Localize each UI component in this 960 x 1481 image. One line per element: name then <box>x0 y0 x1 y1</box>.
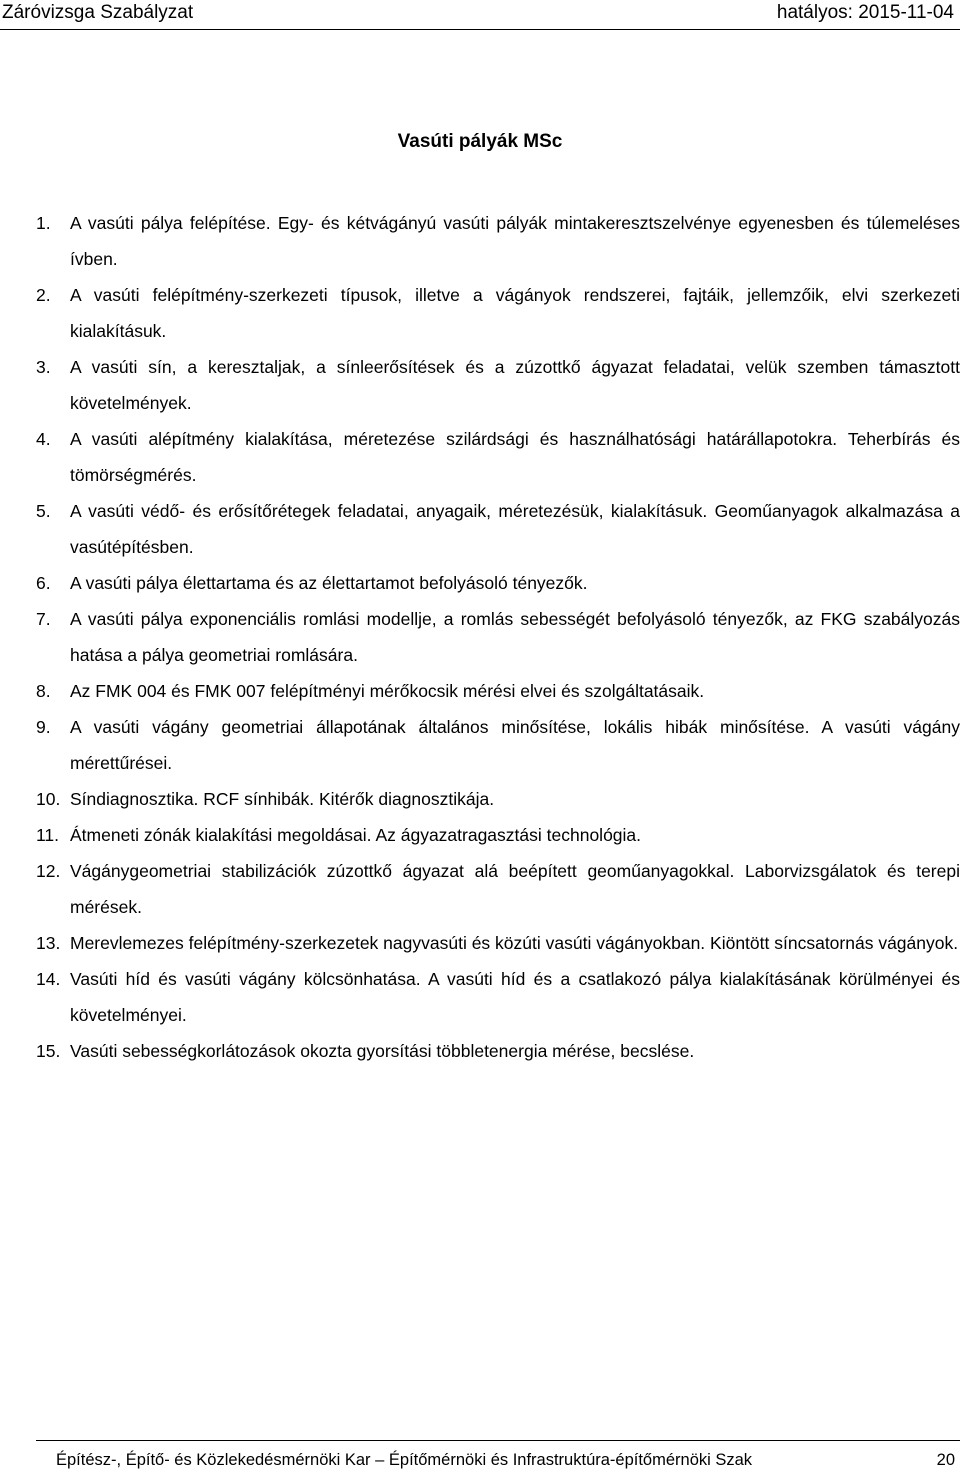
list-item <box>36 925 960 961</box>
item-text: A vasúti sín, a keresztaljak, a sínleerősítések és a zúzottkő ágyazat feladatai, velük szemben támasztott követelmények. <box>70 357 960 413</box>
item-number: 14. <box>36 969 61 989</box>
list-item <box>36 1033 960 1069</box>
list-item <box>36 709 960 781</box>
item-text: Vasúti sebességkorlátozások okozta gyorsítási többletenergia mérése, becslése. <box>70 1041 695 1061</box>
header-divider <box>0 29 960 30</box>
list-item <box>36 673 960 709</box>
list-item <box>36 565 960 601</box>
item-number: 8. <box>36 681 51 701</box>
item-text: Merevlemezes felépítmény-szerkezetek nagyvasúti és közúti vasúti vágányokban. Kiöntött síncsatornás vágányok. <box>70 933 959 953</box>
item-number: 10. <box>36 789 61 809</box>
footer-divider <box>36 1440 960 1441</box>
item-number: 9. <box>36 717 51 737</box>
header-effective-date: hatályos: 2015-11-04 <box>776 2 954 23</box>
item-number: 3. <box>36 357 51 377</box>
item-text: Vasúti híd és vasúti vágány kölcsönhatása. A vasúti híd és a csatlakozó pálya kialakításának körülményei és követelményei. <box>70 969 960 1025</box>
page-number: 20 <box>936 1451 955 1469</box>
list-item <box>36 205 960 277</box>
item-text: A vasúti felépítmény-szerkezeti típusok, illetve a vágányok rendszerei, fajtáik, jellemzőik, elvi szerkezeti kialakításuk. <box>70 285 960 341</box>
list-item <box>36 421 960 493</box>
item-text: A vasúti védő- és erősítőrétegek feladatai, anyagaik, méretezésük, kialakításuk. Geoműanyagok alkalmazása a vasútépítésben. <box>70 501 960 557</box>
item-text: A vasúti alépítmény kialakítása, méretezése szilárdsági és használhatósági határállapotokra. Teherbírás és tömörségmérés. <box>70 429 960 485</box>
list-item <box>36 349 960 421</box>
list-item <box>36 781 960 817</box>
item-text: Átmeneti zónák kialakítási megoldásai. Az ágyazatragasztási technológia. <box>70 825 642 845</box>
item-number: 15. <box>36 1041 61 1061</box>
item-number: 2. <box>36 285 51 305</box>
item-text: Az FMK 004 és FMK 007 felépítményi mérőkocsik mérési elvei és szolgáltatásaik. <box>70 681 705 701</box>
item-number: 4. <box>36 429 51 449</box>
item-text: A vasúti pálya exponenciális romlási modellje, a romlás sebességét befolyásoló tényezők, az FKG szabályozás hatása a pálya geometriai romlására. <box>70 609 960 665</box>
item-number: 1. <box>36 213 51 233</box>
list-item <box>36 601 960 673</box>
header-document-title: Záróvizsga Szabályzat <box>2 2 194 23</box>
item-number: 6. <box>36 573 51 593</box>
item-number: 7. <box>36 609 51 629</box>
item-number: 13. <box>36 933 61 953</box>
list-item <box>36 493 960 565</box>
item-number: 11. <box>36 825 60 845</box>
page-title: Vasúti pályák MSc <box>397 131 563 152</box>
item-text: Vágánygeometriai stabilizációk zúzottkő ágyazat alá beépített geoműanyagokkal. Laborvizsgálatok és terepi mérések. <box>70 861 960 917</box>
list-item <box>36 961 960 1033</box>
footer-faculty-text: Építész-, Építő- és Közlekedésmérnöki Kar – Építőmérnöki és Infrastruktúra-építőmérnöki Szak <box>56 1451 753 1469</box>
list-item <box>36 853 960 925</box>
list-item <box>36 817 960 853</box>
item-number: 5. <box>36 501 51 521</box>
exam-topic-list <box>36 205 960 1069</box>
item-text: Síndiagnosztika. RCF sínhibák. Kitérők diagnosztikája. <box>70 789 495 809</box>
list-item <box>36 277 960 349</box>
item-text: A vasúti pálya felépítése. Egy- és kétvágányú vasúti pályák mintakeresztszelvénye egyenesben és túlemeléses ívben. <box>70 213 960 269</box>
item-text: A vasúti vágány geometriai állapotának általános minősítése, lokális hibák minősítése. A vasúti vágány mérettűrései. <box>70 717 960 773</box>
item-number: 12. <box>36 861 61 881</box>
page-header <box>0 0 960 26</box>
item-text: A vasúti pálya élettartama és az élettartamot befolyásoló tényezők. <box>70 573 588 593</box>
